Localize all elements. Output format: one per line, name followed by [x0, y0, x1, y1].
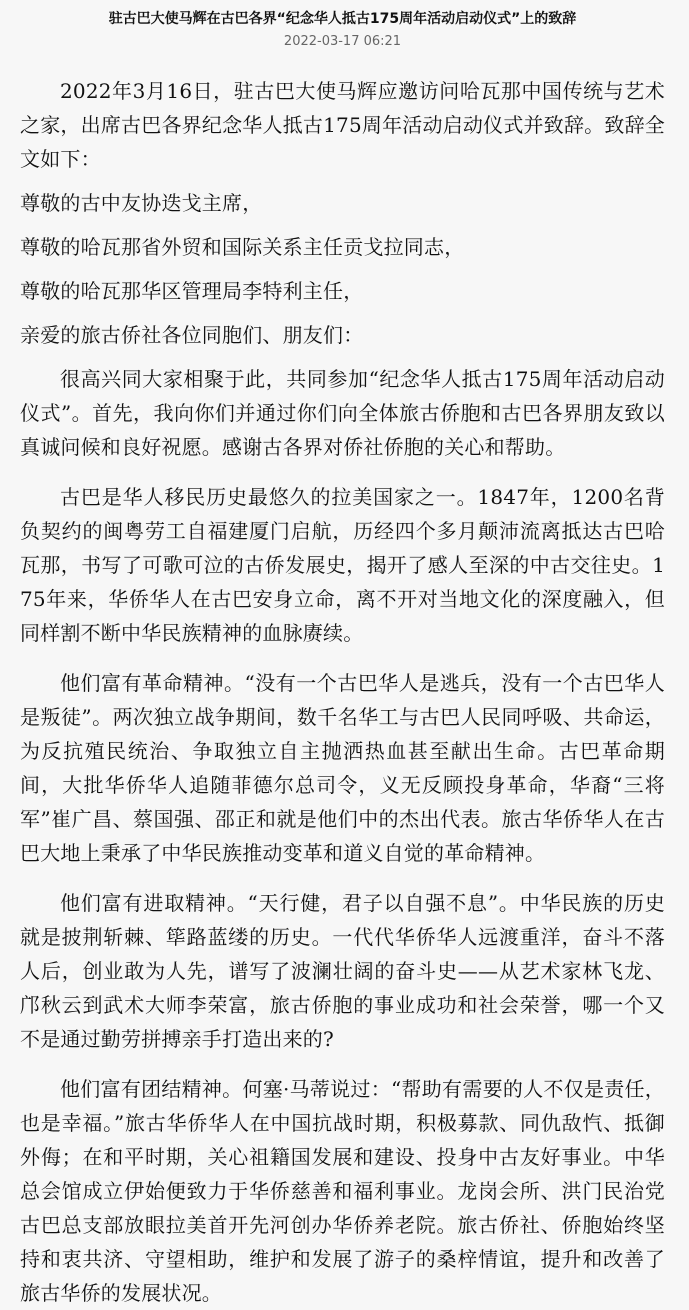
greeting-line: 亲爱的旅古侨社各位同胞们、朋友们：	[20, 323, 364, 347]
greeting-line: 尊敬的哈瓦那华区管理局李特利主任，	[20, 279, 364, 303]
greeting-line: 尊敬的古中友协迭戈主席，	[20, 191, 263, 215]
body-paragraph: 很高兴同大家相聚于此，共同参加“纪念华人抵古175周年活动启动仪式”。首先，我向你们并通过你们向全体旅古侨胞和古巴各界朋友致以真诚问候和良好祝愿。感谢古各界对侨社侨胞的关心和帮助。	[20, 367, 665, 459]
publish-date: 2022-03-17 06:21	[283, 34, 402, 49]
body-paragraph: 他们富有进取精神。“天行健，君子以自强不息”。中华民族的历史就是披荆斩棘、筚路蓝缕的历史。一代代华侨华人远渡重洋，奋斗不落人后，创业敢为人先，谱写了波澜壮阔的奋斗史——从艺术家林飞龙、邝秋云到武术大师李荣富，旅古侨胞的事业成功和社会荣誉，哪一个又不是通过勤劳拼搏亲手打造出来的?	[20, 891, 665, 1051]
intro-paragraph: 2022年3月16日，驻古巴大使马辉应邀访问哈瓦那中国传统与艺术之家，出席古巴各界纪念华人抵古175周年活动启动仪式并致辞。致辞全文如下：	[20, 79, 665, 171]
article-title: 驻古巴大使马辉在古巴各界“纪念华人抵古175周年活动启动仪式”上的致辞	[108, 11, 577, 27]
greeting-line: 尊敬的哈瓦那省外贸和国际关系主任贡戈拉同志，	[20, 235, 465, 259]
body-paragraph: 他们富有革命精神。“没有一个古巴华人是逃兵，没有一个古巴华人是叛徒”。两次独立战争期间，数千名华工与古巴人民同呼吸、共命运，为反抗殖民统治、争取独立自主抛洒热血甚至献出生命。古巴革命期间，大批华侨华人追随菲德尔总司令，义无反顾投身革命，华裔“三将军”崔广昌、蔡国强、邵正和就是他们中的杰出代表。旅古华侨华人在古巴大地上秉承了中华民族推动变革和道义自觉的革命精神。	[20, 671, 665, 865]
body-paragraph: 古巴是华人移民历史最悠久的拉美国家之一。1847年，1200名背负契约的闽粤劳工自福建厦门启航，历经四个多月颠沛流离抵达古巴哈瓦那，书写了可歌可泣的古侨发展史，揭开了感人至深的中古交往史。175年来，华侨华人在古巴安身立命，离不开对当地文化的深度融入，但同样割不断中华民族精神的血脉赓续。	[20, 485, 665, 645]
article-body	[20, 74, 665, 1310]
body-paragraph: 他们富有团结精神。何塞·马蒂说过：“帮助有需要的人不仅是责任，也是幸福。”旅古华侨华人在中国抗战时期，积极募款、同仇敌忾、抵御外侮；在和平时期，关心祖籍国发展和建设、投身中古友好事业。中华总会馆成立伊始便致力于华侨慈善和福利事业。龙岗会所、洪门民治党古巴总支部放眼拉美首开先河创办华侨养老院。旅古侨社、侨胞始终坚持和衷共济、守望相助，维护和发展了游子的桑梓情谊，提升和改善了旅古华侨的发展状况。	[20, 1077, 665, 1305]
